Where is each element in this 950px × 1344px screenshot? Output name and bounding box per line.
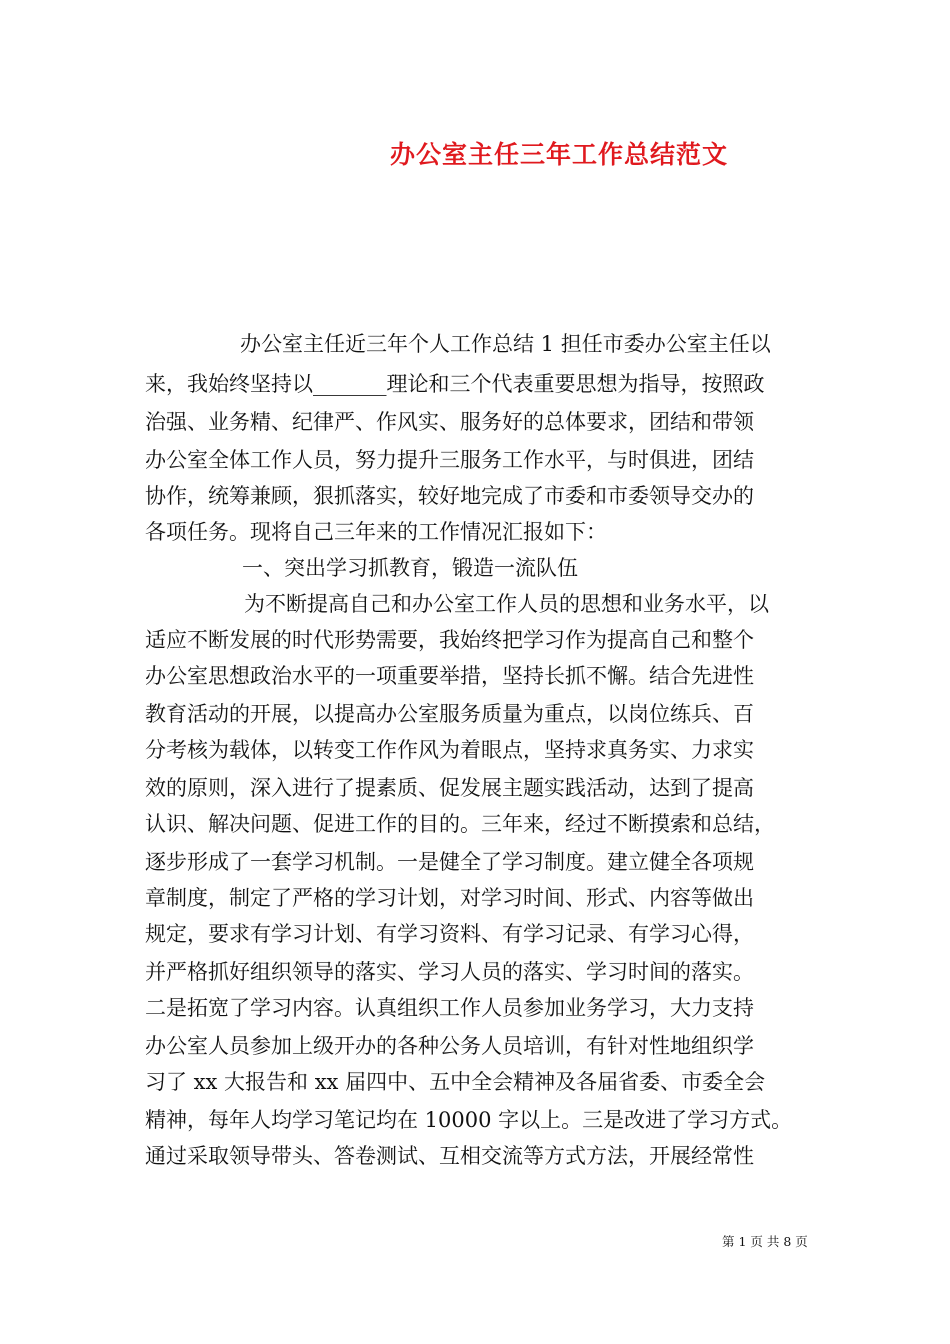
paragraph-line: 效的原则，深入进行了提素质、促发展主题实践活动，达到了提高 bbox=[145, 776, 754, 800]
paragraph-line: 治强、业务精、纪律严、作风实、服务好的总体要求，团结和带领 bbox=[145, 410, 754, 434]
paragraph-line: 办公室思想政治水平的一项重要举措，坚持长抓不懈。结合先进性 bbox=[145, 664, 754, 688]
paragraph-line: 习了 xx 大报告和 xx 届四中、五中全会精神及各届省委、市委全会 bbox=[145, 1070, 766, 1094]
paragraph-line: 规定，要求有学习计划、有学习资料、有学习记录、有学习心得， bbox=[145, 922, 754, 946]
paragraph-line: 办公室人员参加上级开办的各种公务人员培训，有针对性地组织学 bbox=[145, 1034, 754, 1058]
paragraph-line: 分考核为载体，以转变工作作风为着眼点，坚持求真务实、力求实 bbox=[145, 738, 754, 762]
paragraph-line: 办公室全体工作人员，努力提升三服务工作水平，与时俱进，团结 bbox=[145, 448, 754, 472]
paragraph-line: 协作，统筹兼顾，狠抓落实，较好地完成了市委和市委领导交办的 bbox=[145, 484, 754, 508]
section-heading: 一、突出学习抓教育，锻造一流队伍 bbox=[242, 556, 578, 580]
paragraph-line: 二是拓宽了学习内容。认真组织工作人员参加业务学习，大力支持 bbox=[145, 996, 754, 1020]
paragraph-line: 来，我始终坚持以_______理论和三个代表重要思想为指导，按照政 bbox=[145, 372, 765, 396]
paragraph-line: 教育活动的开展，以提高办公室服务质量为重点，以岗位练兵、百 bbox=[145, 702, 754, 726]
paragraph-line: 办公室主任近三年个人工作总结 1 担任市委办公室主任以 bbox=[240, 332, 771, 356]
document-title: 办公室主任三年工作总结范文 bbox=[390, 140, 729, 169]
paragraph-line: 各项任务。现将自己三年来的工作情况汇报如下： bbox=[145, 520, 607, 544]
page-number: 第 1 页 共 8 页 bbox=[722, 1234, 808, 1249]
paragraph-line: 精神，每年人均学习笔记均在 10000 字以上。三是改进了学习方式。 bbox=[145, 1108, 793, 1132]
paragraph-line: 适应不断发展的时代形势需要，我始终把学习作为提高自己和整个 bbox=[145, 628, 754, 652]
paragraph-line: 为不断提高自己和办公室工作人员的思想和业务水平，以 bbox=[244, 592, 769, 616]
paragraph-line: 并严格抓好组织领导的落实、学习人员的落实、学习时间的落实。 bbox=[145, 960, 754, 984]
paragraph-line: 逐步形成了一套学习机制。一是健全了学习制度。建立健全各项规 bbox=[145, 850, 754, 874]
paragraph-line: 认识、解决问题、促进工作的目的。三年来，经过不断摸索和总结， bbox=[145, 812, 775, 836]
paragraph-line: 章制度，制定了严格的学习计划，对学习时间、形式、内容等做出 bbox=[145, 886, 754, 910]
paragraph-line: 通过采取领导带头、答卷测试、互相交流等方式方法，开展经常性 bbox=[145, 1144, 754, 1168]
